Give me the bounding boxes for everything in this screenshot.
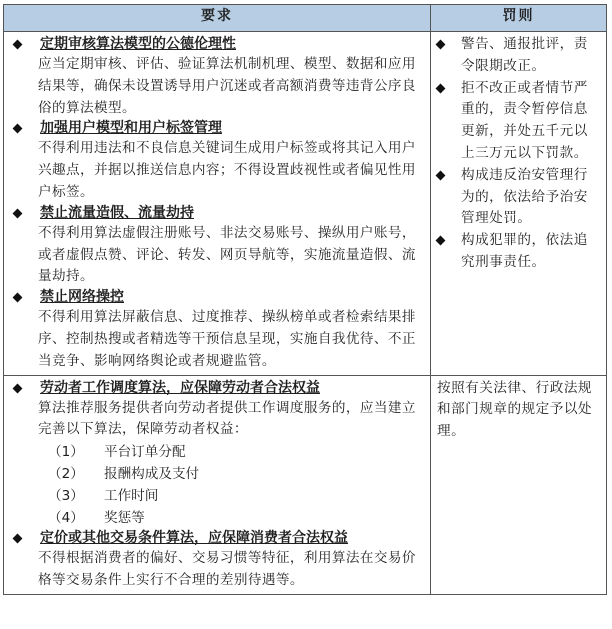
sub-item: （4） 奖惩等: [48, 510, 145, 527]
diamond-bullet-icon: [436, 83, 446, 93]
item-title: 禁止网络操控: [40, 289, 124, 306]
requirements-cell-2: [4, 375, 431, 594]
item-body: 不得根据消费者的偏好、交易习惯等特征，利用算法在交易价格等交易条件上实行不合理的差别待遇等。: [38, 550, 416, 588]
requirements-penalties-table: [3, 4, 607, 595]
diamond-bullet-icon: [13, 40, 23, 50]
item-title: 禁止流量造假、流量劫持: [40, 204, 194, 221]
list-item: [10, 379, 424, 530]
sub-item: （3） 工作时间: [48, 488, 159, 505]
list-item: [10, 35, 424, 119]
table-row: [4, 32, 607, 376]
penalties-cell-2: [431, 375, 607, 594]
diamond-bullet-icon: [436, 170, 446, 180]
list-item: [10, 288, 424, 372]
item-body: 不得利用算法屏蔽信息、过度推荐、操纵榜单或者检索结果排序、控制热搜或者精选等干预信息呈现，实施自我优待、不正当竞争、影响网络舆论或者规避监管。: [38, 309, 416, 369]
penalties-cell-1: [431, 32, 607, 376]
diamond-bullet-icon: [436, 40, 446, 50]
penalty-item: 警告、通报批评，责令限期改正。: [435, 34, 600, 78]
requirements-cell-1: [4, 32, 431, 376]
list-item: [10, 119, 424, 203]
diamond-bullet-icon: [436, 236, 446, 246]
list-item: [10, 529, 424, 592]
list-item: [10, 204, 424, 288]
item-body: 不得利用违法和不良信息关键词生成用户标签或将其记入用户兴趣点，并据以推送信息内容；不得设置歧视性或者偏见性用户标签。: [38, 140, 416, 200]
diamond-bullet-icon: [13, 534, 23, 544]
header-penalty: 罚则: [431, 5, 607, 32]
penalty-item: 拒不改正或者情节严重的，责令暂停信息更新，并处五千元以上三万元以下罚款。: [435, 78, 600, 165]
item-title: 加强用户模型和用户标签管理: [40, 120, 222, 137]
penalty-item: 构成犯罪的，依法追究刑事责任。: [435, 230, 600, 274]
penalty-text: 按照有关法律、行政法规和部门规章的规定予以处理。: [437, 379, 593, 440]
header-requirement: 要求: [4, 5, 431, 32]
item-body: 算法推荐服务提供者向劳动者提供工作调度服务的，应当建立完善以下算法，保障劳动者权益：: [38, 399, 416, 438]
sub-item: （1） 平台订单分配: [48, 444, 186, 461]
sub-item: （2） 报酬构成及支付: [48, 466, 200, 483]
item-body: 不得利用算法虚假注册账号、非法交易账号、操纵用户账号，或者虚假点赞、评论、转发、网页导航等，实施流量造假、流量劫持。: [38, 224, 416, 285]
diamond-bullet-icon: [13, 208, 23, 218]
item-title: 劳动者工作调度算法，应保障劳动者合法权益: [40, 379, 320, 396]
item-body: 应当定期审核、评估、验证算法机制机理、模型、数据和应用结果等，确保未设置诱导用户沉迷或者高额消费等违背公序良俗的算法模型。: [38, 56, 416, 116]
penalty-item: 构成违反治安管理行为的，依法给予治安管理处罚。: [435, 165, 600, 230]
table-header-row: [4, 5, 607, 32]
diamond-bullet-icon: [13, 124, 23, 134]
table-row: [4, 375, 607, 594]
item-title: 定价或其他交易条件算法，应保障消费者合法权益: [40, 530, 348, 547]
diamond-bullet-icon: [13, 383, 23, 393]
item-title: 定期审核算法模型的公德伦理性: [40, 36, 236, 52]
diamond-bullet-icon: [13, 293, 23, 303]
